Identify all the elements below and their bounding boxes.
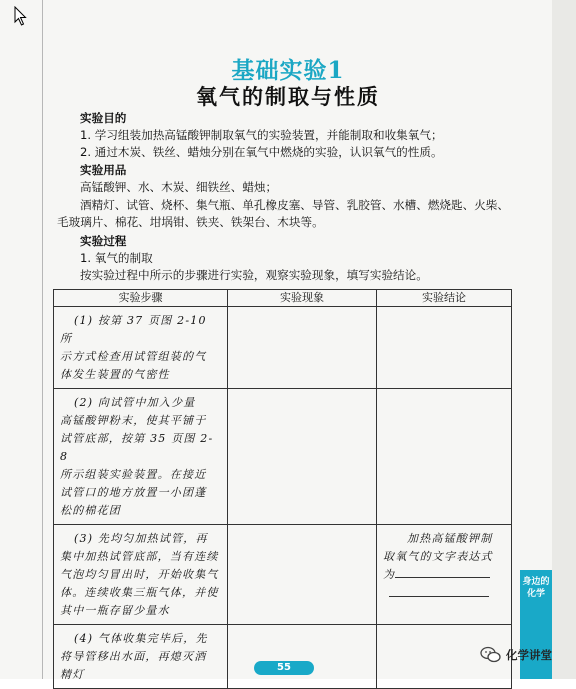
step-text-line: (2) 向试管中加入少量 <box>74 396 196 409</box>
step-text-line: (3) 先均匀加热试管，再 <box>74 532 208 545</box>
section-heading-procedure: 实验过程 <box>80 234 127 248</box>
answer-blank[interactable] <box>395 566 490 578</box>
step-text-line: 体发生装置的气密性 <box>60 368 170 381</box>
page-title: 基础实验1 <box>231 57 345 84</box>
purpose-line-1: 1. 学习组装加热高锰酸钾制取氧气的实验装置，并能制取和收集氧气； <box>80 128 443 142</box>
table-header-row <box>54 290 512 307</box>
step-text-line: (4) 气体收集完毕后，先 <box>74 632 208 645</box>
wechat-logo-icon <box>480 646 502 664</box>
step-cell <box>54 525 228 625</box>
phenomenon-cell[interactable] <box>228 307 377 389</box>
column-header: 实验现象 <box>228 290 377 307</box>
step-text-line: 体。连续收集三瓶气体，并使 <box>60 586 219 599</box>
answer-blank[interactable] <box>389 584 489 597</box>
step-cell <box>54 307 228 389</box>
step-text-line: 气泡均匀冒出时，开始收集气 <box>60 568 219 581</box>
step-cell <box>54 389 228 525</box>
step-text-line: 精灯 <box>60 668 85 681</box>
table-row <box>54 307 512 389</box>
purpose-line-2: 2. 通过木炭、铁丝、蜡烛分别在氧气中燃烧的实验，认识氧气的性质。 <box>80 145 443 159</box>
experiment-table <box>53 289 512 689</box>
step-text-line: 松的棉花团 <box>60 504 121 517</box>
step-text-line: 试管底部，按第 35 页图 2-8 <box>60 432 214 463</box>
step-text-line: 示方式检查用试管组装的气 <box>60 350 207 363</box>
step-text-line: 其中一瓶存留少量水 <box>60 604 170 617</box>
materials-line-3: 毛玻璃片、棉花、坩埚钳、铁夹、铁架台、木块等。 <box>57 215 324 229</box>
procedure-line-2: 按实验过程中所示的步骤进行实验，观察实验现象，填写实验结论。 <box>80 268 428 282</box>
section-heading-materials: 实验用品 <box>80 163 127 177</box>
step-text-line: 集中加热试管底部，当有连续 <box>60 550 219 563</box>
watermark <box>480 644 552 666</box>
side-tab-label: 身边的化学 <box>522 577 550 599</box>
step-text-line: 将导管移出水面，再熄灭酒 <box>60 650 207 663</box>
page-number: 55 <box>254 661 314 675</box>
conclusion-text-line: 取氧气的文字表达式 <box>383 550 493 563</box>
conclusion-cell[interactable] <box>377 389 512 525</box>
materials-line-1: 高锰酸钾、水、木炭、细铁丝、蜡烛； <box>80 180 278 194</box>
phenomenon-cell[interactable] <box>228 389 377 525</box>
conclusion-text-line: 为 <box>383 568 396 581</box>
watermark-text: 化学讲堂 <box>506 648 552 662</box>
phenomenon-cell[interactable] <box>228 525 377 625</box>
step-text-line: 高锰酸钾粉末，使其平铺于 <box>60 414 207 427</box>
column-header: 实验结论 <box>377 290 512 307</box>
procedure-line-1: 1. 氧气的制取 <box>80 251 153 265</box>
page-subtitle: 氧气的制取与性质 <box>196 84 380 109</box>
step-text-line: (1) 按第 37 页图 2-10 所 <box>60 314 207 345</box>
conclusion-cell <box>377 525 512 625</box>
table-row <box>54 389 512 525</box>
table-row <box>54 525 512 625</box>
materials-line-2: 酒精灯、试管、烧杯、集气瓶、单孔橡皮塞、导管、乳胶管、水槽、燃烧匙、火柴、 <box>80 198 509 212</box>
column-header: 实验步骤 <box>54 290 228 307</box>
step-text-line: 试管口的地方放置一小团蓬 <box>60 486 207 499</box>
conclusion-text-line: 加热高锰酸钾制 <box>407 532 493 545</box>
conclusion-cell[interactable] <box>377 307 512 389</box>
section-heading-purpose: 实验目的 <box>80 111 127 125</box>
step-text-line: 所示组装实验装置。在接近 <box>60 468 207 481</box>
